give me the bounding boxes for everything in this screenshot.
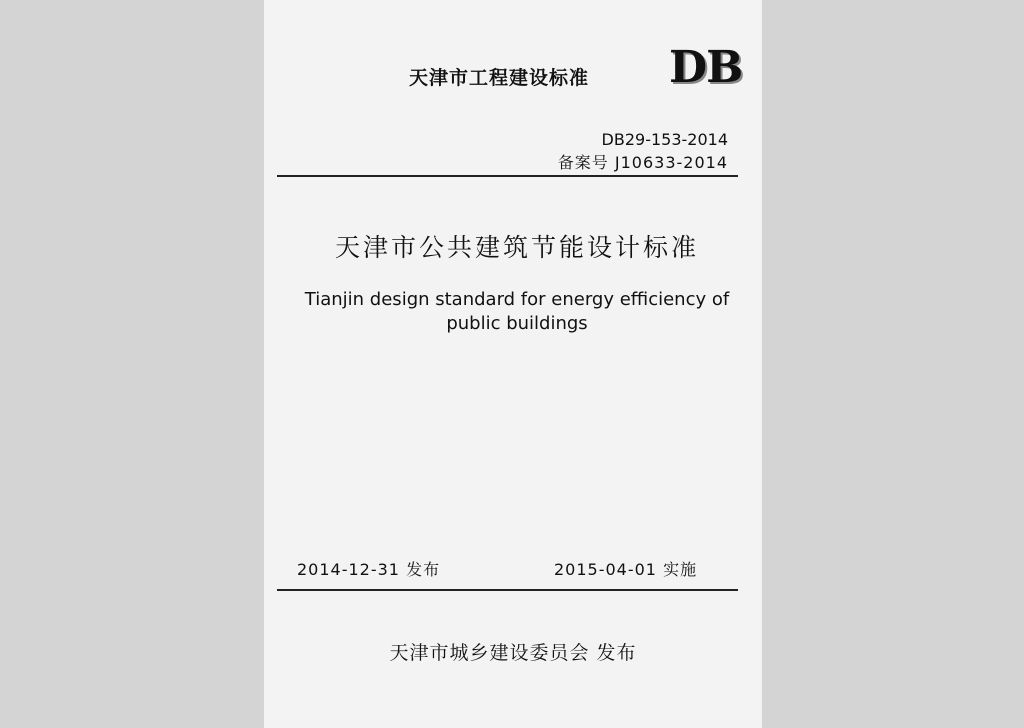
bottom-divider bbox=[277, 589, 738, 591]
record-number: 备案号 J10633-2014 bbox=[557, 153, 728, 172]
db-logo-mark: DB bbox=[669, 42, 743, 93]
standard-cover-page bbox=[264, 0, 762, 728]
standard-number: DB29-153-2014 bbox=[601, 130, 728, 149]
top-divider bbox=[277, 175, 738, 177]
english-title-line-1: Tianjin design standard for energy efficiency of bbox=[304, 289, 730, 310]
issue-date: 2014-12-31 发布 bbox=[297, 560, 441, 579]
english-title bbox=[264, 288, 770, 336]
chinese-title: 天津市公共建筑节能设计标准 bbox=[334, 233, 699, 262]
publisher: 天津市城乡建设委员会 发布 bbox=[389, 642, 637, 664]
implementation-date: 2015-04-01 实施 bbox=[554, 560, 698, 579]
english-title-line-2: public buildings bbox=[446, 313, 588, 334]
standard-series-label: 天津市工程建设标准 bbox=[409, 67, 590, 89]
